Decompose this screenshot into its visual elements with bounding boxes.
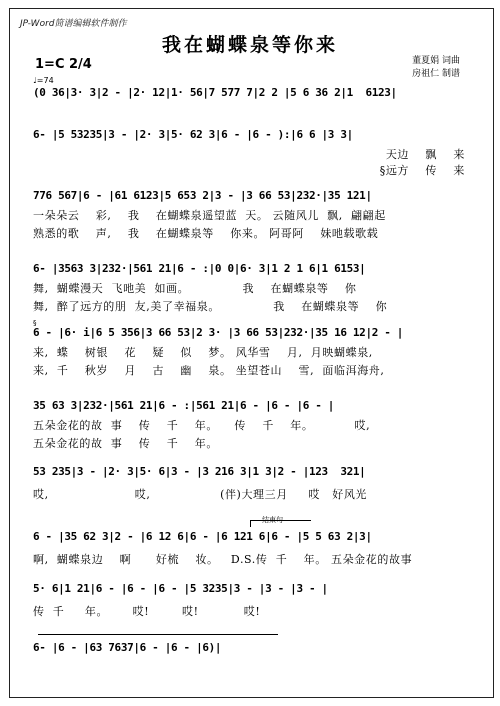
lyric-line-6a: 五朵金花的故 事 传 千 年。 传 千 年。 哎,	[33, 419, 371, 432]
transcriber: 房祖仁 制谱	[412, 69, 460, 79]
segno-marker: §	[33, 319, 37, 327]
notation-line-2: 6- |5 53235|3 - |2· 3|5· 62 3|6 - |6 - ):|6 6 |3 3|	[33, 128, 353, 141]
lyric-line-7: 哎, 哎, (伴)大理三月 哎 好风光	[33, 488, 368, 501]
lyric-line-3a: 一朵朵云 彩, 我 在蝴蝶泉遥望蓝 天。 云随风儿 飘, 翩翩起	[33, 209, 386, 222]
coda-label: 结束句	[262, 516, 283, 524]
notation-line-1: (0 36|3· 3|2 - |2· 12|1· 56|7 577 7|2 2 |5 6 36 2|1 6123|	[33, 86, 397, 99]
notation-line-9: 5· 6|1 21|6 - |6 - |6 - |5 3235|3 - |3 - |3 - |	[33, 582, 328, 595]
notation-line-10: 6- |6 - |63 7637|6 - |6 - |6)|	[33, 641, 222, 654]
credits	[412, 55, 460, 81]
lyric-line-8: 啊, 蝴蝶泉边 啊 好梳 妆。 D.S.传 千 年。 五朵金花的故事	[33, 553, 413, 566]
lyric-line-4a: 舞, 蝴蝶漫天 飞吔美 如画。 我 在蝴蝶泉等 你	[33, 282, 357, 295]
tempo-mark: ♩=74	[33, 76, 54, 85]
lyric-line-5b: 来, 千 秋岁 月 古 幽 泉。 坐望苍山 雪, 面临洱海舟,	[33, 364, 385, 377]
lyric-line-3b: 熟悉的歌 声, 我 在蝴蝶泉等 你来。 阿哥阿 妹吔载歌载	[33, 227, 379, 240]
notation-line-4: 6- |3563 3|232·|561 21|6 - :|0 0|6· 3|1 2 1 6|1 6153|	[33, 262, 366, 275]
lyricist-composer: 董夏娟 词曲	[412, 56, 460, 66]
lyric-line-4b: 舞, 醉了远方的朋 友,美了幸福泉。 我 在蝴蝶泉等 你	[33, 300, 388, 313]
notation-line-6: 35 63 3|232·|561 21|6 - :|561 21|6 - |6 - |6 - |	[33, 399, 335, 412]
lyric-line-9: 传 千 年。 哎! 哎! 哎!	[33, 605, 261, 618]
key-signature: 1=C 2/4	[35, 57, 92, 72]
software-credit: JP-Word简谱编辑软件制作	[20, 19, 127, 29]
lyric-line-6b: 五朵金花的故 事 传 千 年。	[33, 437, 218, 450]
notation-line-5: 6 - |6· i|6 5 356|3 66 53|2 3· |3 66 53|232·|35 16 12|2 - |	[33, 326, 404, 339]
notation-line-3: 776 567|6 - |61 6123|5 653 2|3 - |3 66 53|232·|35 121|	[33, 189, 372, 202]
lyric-line-2a: 天边 飘 来	[385, 148, 465, 161]
song-title: 我在蝴蝶泉等你来	[161, 34, 338, 56]
notation-line-8: 6 - |35 62 3|2 - |6 12 6|6 - |6 121 6|6 - |5 5 63 2|3|	[33, 530, 372, 543]
notation-line-7: 53 235|3 - |2· 3|5· 6|3 - |3 216 3|1 3|2 - |123 321|	[33, 465, 366, 478]
lyric-line-5a: 来, 蝶 树银 花 疑 似 梦。 风华雪 月, 月映蝴蝶泉,	[33, 346, 373, 359]
tie-line	[38, 634, 278, 635]
lyric-line-2b: §远方 传 来	[379, 164, 465, 177]
